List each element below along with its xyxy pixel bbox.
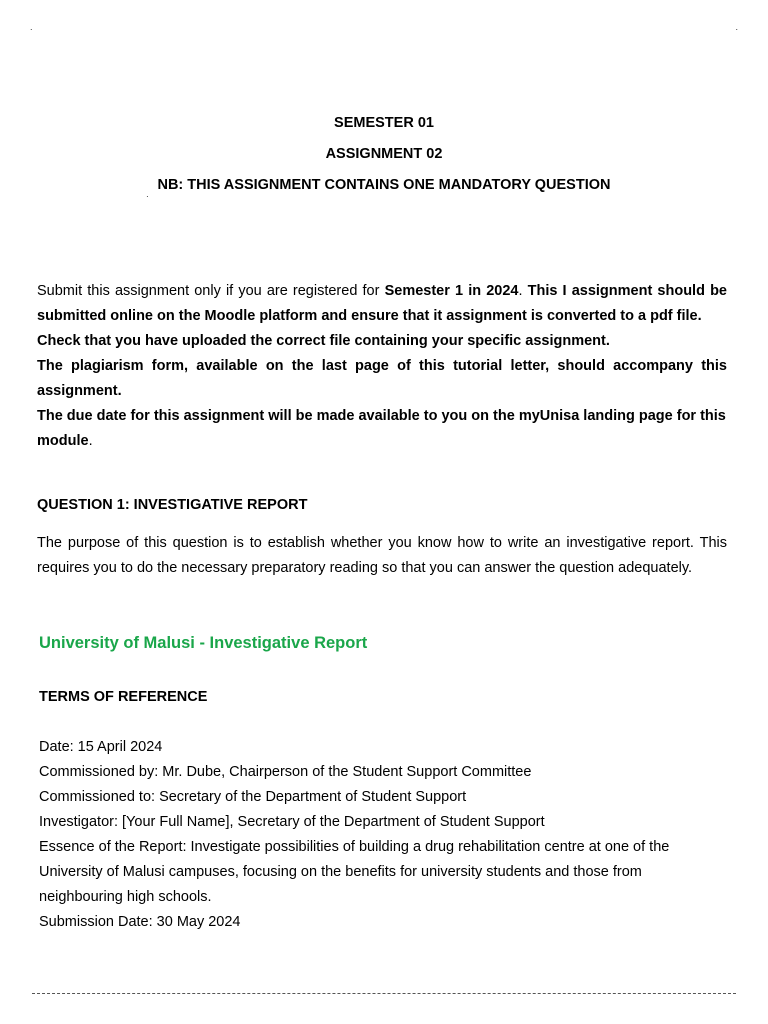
submission-instructions — [37, 279, 727, 454]
instruction-paragraph-2: Check that you have uploaded the correct file containing your specific assignment. — [37, 333, 610, 349]
report-date: Date: 15 April 2024 — [39, 739, 163, 755]
corner-mark-right: . — [735, 22, 738, 32]
investigator: Investigator: [Your Full Name], Secretary of the Department of Student Support — [39, 814, 545, 830]
assignment-heading: ASSIGNMENT 02 — [325, 146, 443, 162]
assignment-header — [0, 112, 768, 205]
due-date-note: The due date for this assignment will be made available to you on the myUnisa landing page for this module — [37, 408, 726, 449]
submission-date: Submission Date: 30 May 2024 — [39, 914, 241, 930]
question-heading: QUESTION 1: INVESTIGATIVE REPORT — [37, 497, 308, 513]
footer-divider — [32, 993, 736, 994]
online-submission-note: This I assignment should be submitted online on the Moodle platform and ensure that it assignment is converted to a pdf file. — [37, 283, 727, 324]
report-title: University of Malusi - Investigative Report — [39, 634, 368, 652]
commissioned-to: Commissioned to: Secretary of the Department of Student Support — [39, 789, 467, 805]
stray-mark: · — [146, 192, 149, 201]
instruction-punctuation: . — [518, 283, 528, 299]
commissioned-by: Commissioned by: Mr. Dube, Chairperson of the Student Support Committee — [39, 764, 532, 780]
terms-of-reference-heading: TERMS OF REFERENCE — [39, 689, 208, 705]
question-body: The purpose of this question is to establish whether you know how to write an investigative report. This requires you to do the necessary preparatory reading so that you can answer the question adequately. — [37, 535, 727, 576]
report-essence: Essence of the Report: Investigate possibilities of building a drug rehabilitation centre at one of the University of Malusi campuses, focusing on the benefits for university students and those from neighbouring high schools. — [39, 839, 670, 905]
instruction-text: Submit this assignment only if you are registered for — [37, 283, 385, 299]
instruction-paragraph-1 — [37, 279, 727, 329]
instruction-paragraph-4 — [37, 404, 727, 454]
instruction-punctuation: . — [88, 433, 93, 449]
terms-of-reference-list — [39, 735, 729, 935]
mandatory-question-note: NB: THIS ASSIGNMENT CONTAINS ONE MANDATORY QUESTION — [157, 177, 611, 193]
corner-mark-left: . — [30, 22, 33, 32]
semester-term: Semester 1 in 2024 — [384, 283, 519, 299]
semester-heading: SEMESTER 01 — [334, 115, 434, 131]
instruction-paragraph-3: The plagiarism form, available on the last page of this tutorial letter, should accompany this assignment. — [37, 358, 727, 399]
